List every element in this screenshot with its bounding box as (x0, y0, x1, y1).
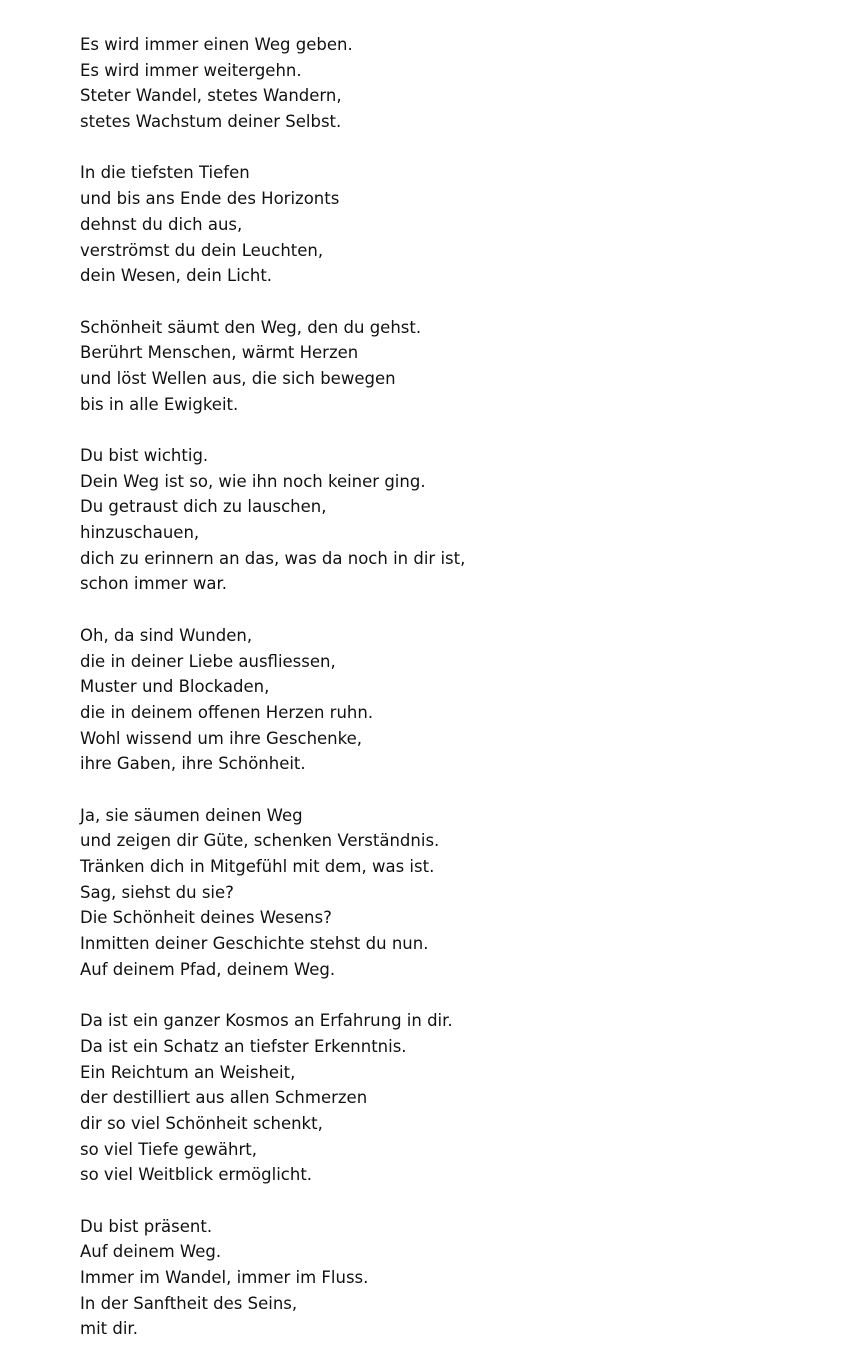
poem-line: Sag, siehst du sie? (80, 882, 234, 902)
poem-line: Auf deinem Pfad, deinem Weg. (80, 959, 336, 979)
poem-line: stetes Wachstum deiner Selbst. (80, 112, 342, 132)
poem-line: so viel Tiefe gewährt, (80, 1139, 257, 1159)
poem-line: Du bist wichtig. (80, 446, 209, 465)
poem-line: Steter Wandel, stetes Wandern, (80, 86, 342, 106)
poem-line: Oh, da sind Wunden, (80, 625, 253, 645)
poem-line: Du bist präsent. (80, 1216, 213, 1236)
poem-page (80, 32, 820, 1368)
poem-line: Immer im Wandel, immer im Fluss. (80, 1268, 369, 1287)
poem-line: ihre Gaben, ihre Schönheit. (80, 754, 306, 774)
poem-line: Dein Weg ist so, wie ihn noch keiner ging. (80, 471, 426, 491)
poem-line: mit dir. (80, 1319, 138, 1339)
stanza-3 (80, 315, 820, 418)
poem-line: der destilliert aus allen Schmerzen (80, 1088, 368, 1108)
stanza-7 (80, 1008, 820, 1188)
poem-line: Berührt Menschen, wärmt Herzen (80, 343, 359, 363)
poem-line: verströmst du dein Leuchten, (80, 240, 324, 260)
stanza-8 (80, 1214, 820, 1342)
poem-line: Tränken dich in Mitgefühl mit dem, was ist. (80, 857, 435, 876)
poem-line: Ein Reichtum an Weisheit, (80, 1062, 296, 1082)
poem-line: Ja, sie säumen deinen Weg (80, 805, 303, 825)
poem-line: dich zu erinnern an das, was da noch in dir ist, (80, 548, 466, 568)
poem-line: Da ist ein Schatz an tiefster Erkenntnis. (80, 1036, 407, 1056)
poem-line: Inmitten deiner Geschichte stehst du nun. (80, 934, 429, 954)
stanza-5 (80, 623, 820, 777)
poem-line: Schönheit säumt den Weg, den du gehst. (80, 317, 422, 337)
poem-line: Da ist ein ganzer Kosmos an Erfahrung in dir. (80, 1011, 453, 1031)
poem-line: Du getraust dich zu lauschen, (80, 497, 327, 517)
poem-line: In der Sanftheit des Seins, (80, 1293, 298, 1313)
poem-line: und löst Wellen aus, die sich bewegen (80, 368, 396, 388)
poem-line: dehnst du dich aus, (80, 214, 243, 234)
poem-line: Die Schönheit deines Wesens? (80, 908, 332, 928)
stanza-2 (80, 160, 820, 288)
poem-line: schon immer war. (80, 574, 227, 594)
poem-line: dein Wesen, dein Licht. (80, 266, 273, 286)
poem-line: Wohl wissend um ihre Geschenke, (80, 728, 362, 748)
poem-line: hinzuschauen, (80, 523, 200, 543)
poem-line: Es wird immer weitergehn. (80, 60, 302, 80)
stanza-4 (80, 443, 820, 597)
poem-line: die in deinem offenen Herzen ruhn. (80, 702, 374, 722)
poem-line: Es wird immer einen Weg geben. (80, 35, 353, 54)
poem-line: bis in alle Ewigkeit. (80, 394, 239, 414)
poem-line: und zeigen dir Güte, schenken Verständnis. (80, 831, 440, 851)
stanza-6 (80, 803, 820, 983)
poem-line: so viel Weitblick ermöglicht. (80, 1165, 313, 1185)
poem-line: die in deiner Liebe ausfliessen, (80, 651, 336, 671)
stanza-1 (80, 32, 820, 135)
poem-line: dir so viel Schönheit schenkt, (80, 1113, 323, 1133)
poem-line: Auf deinem Weg. (80, 1242, 222, 1262)
poem-line: In die tiefsten Tiefen (80, 163, 250, 183)
poem-line: und bis ans Ende des Horizonts (80, 189, 340, 209)
poem-line: Muster und Blockaden, (80, 677, 270, 697)
